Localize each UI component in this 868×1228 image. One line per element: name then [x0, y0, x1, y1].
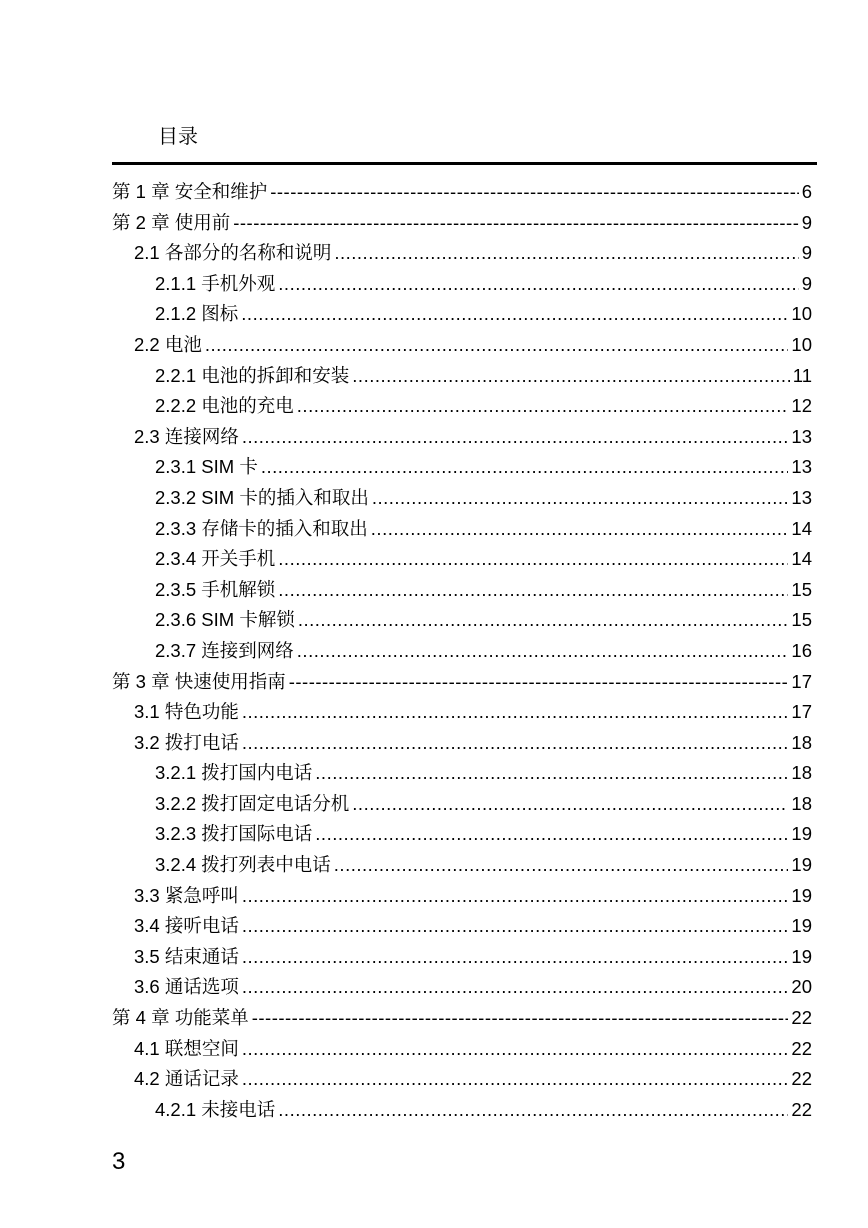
- toc-leader: [372, 487, 789, 509]
- toc-entry-page: 9: [801, 211, 812, 233]
- toc-leader: [242, 915, 789, 937]
- toc-entry[interactable]: [112, 270, 812, 301]
- toc-entry-page: 22: [791, 1098, 812, 1120]
- toc-entry-label: 2.1.1 手机外观: [155, 272, 276, 294]
- toc-leader: [278, 548, 788, 570]
- toc-leader: [241, 303, 788, 325]
- toc-leader: [278, 273, 798, 295]
- toc-entry-page: 19: [791, 823, 812, 845]
- toc-entry[interactable]: [112, 668, 812, 699]
- toc-leader: [315, 762, 788, 784]
- toc-leader: [242, 976, 789, 998]
- toc-entry-page: 20: [791, 976, 812, 998]
- toc-leader: [278, 579, 788, 601]
- toc-entry[interactable]: [112, 331, 812, 362]
- toc-entry-page: 16: [791, 639, 812, 661]
- toc-leader: [334, 854, 789, 876]
- toc-entry[interactable]: [112, 576, 812, 607]
- toc-entry[interactable]: [112, 362, 812, 393]
- toc-leader: [315, 823, 788, 845]
- toc-entry-label: 3.6 通话选项: [134, 976, 239, 998]
- toc-entry-page: 13: [791, 425, 812, 447]
- toc-leader: [352, 793, 788, 815]
- toc-entry-page: 18: [791, 762, 812, 784]
- toc-leader: [270, 181, 798, 203]
- toc-entry-page: 9: [801, 242, 812, 264]
- toc-entry-label: 3.1 特色功能: [134, 701, 239, 723]
- toc-entry-label: 第 2 章 使用前: [112, 211, 231, 233]
- toc-entry-page: 15: [791, 578, 812, 600]
- toc-leader: [242, 1068, 789, 1090]
- toc-leader: [242, 426, 789, 448]
- toc-entry[interactable]: [112, 392, 812, 423]
- toc-entry[interactable]: [112, 1035, 812, 1066]
- toc-entry[interactable]: [112, 178, 812, 209]
- toc-entry-label: 3.4 接听电话: [134, 915, 239, 937]
- toc-entry-label: 4.1 联想空间: [134, 1037, 239, 1059]
- toc-entry-page: 10: [791, 303, 812, 325]
- toc-entry-page: 17: [791, 701, 812, 723]
- toc-entry-page: 17: [791, 670, 812, 692]
- toc-leader: [289, 671, 789, 693]
- toc-leader: [233, 212, 798, 234]
- toc-entry-page: 11: [792, 364, 812, 386]
- toc-entry-label: 第 1 章 安全和维护: [112, 181, 268, 202]
- toc-entry-label: 2.3.6 SIM 卡解锁: [155, 609, 295, 631]
- toc-entry-page: 22: [791, 1037, 812, 1059]
- toc-entry[interactable]: [112, 882, 812, 913]
- toc-leader: [242, 732, 789, 754]
- page-number: 3: [112, 1148, 126, 1175]
- toc-entry-label: 4.2.1 未接电话: [155, 1098, 276, 1120]
- toc-leader: [261, 456, 789, 478]
- toc-entry[interactable]: [112, 637, 812, 668]
- toc-entry-page: 9: [801, 272, 812, 294]
- toc-leader: [242, 885, 789, 907]
- toc-entry-label: 2.2.2 电池的充电: [155, 395, 294, 417]
- toc-entry[interactable]: [112, 912, 812, 943]
- toc-entry-label: 2.3.5 手机解锁: [155, 578, 276, 600]
- toc-leader: [352, 365, 789, 387]
- title-divider: [112, 162, 817, 165]
- toc-leader: [242, 1038, 789, 1060]
- toc-entry[interactable]: [112, 1096, 812, 1127]
- toc-entry-page: 19: [791, 945, 812, 967]
- toc-entry-page: 19: [791, 915, 812, 937]
- toc-entry-label: 2.3.2 SIM 卡的插入和取出: [155, 486, 369, 508]
- toc-entry-label: 3.2.2 拨打固定电话分机: [155, 792, 350, 814]
- toc-entry-page: 18: [791, 792, 812, 814]
- toc-entry[interactable]: [112, 1065, 812, 1096]
- toc-entry-label: 3.2 拨打电话: [134, 731, 239, 753]
- toc-entry[interactable]: [112, 1004, 812, 1035]
- toc-entry-page: 15: [791, 609, 812, 631]
- toc-entry-page: 18: [791, 731, 812, 753]
- toc-entry[interactable]: [112, 759, 812, 790]
- toc-entry-label: 3.5 结束通话: [134, 945, 239, 967]
- toc-entry-label: 第 3 章 快速使用指南: [112, 670, 286, 692]
- toc-entry-page: 22: [791, 1007, 812, 1029]
- toc-leader: [297, 640, 789, 662]
- toc-entry-label: 2.2.1 电池的拆卸和安装: [155, 364, 350, 386]
- toc-entry-page: 19: [791, 884, 812, 906]
- toc-leader: [205, 334, 789, 356]
- toc-leader: [297, 395, 789, 417]
- toc-entry-label: 第 4 章 功能菜单: [112, 1007, 249, 1029]
- toc-entry-page: 6: [801, 181, 812, 202]
- toc-leader: [298, 609, 789, 631]
- toc-leader: [242, 946, 789, 968]
- toc-entry[interactable]: [112, 423, 812, 454]
- toc-list: [112, 178, 812, 1126]
- toc-leader: [334, 242, 798, 264]
- toc-entry-label: 2.1 各部分的名称和说明: [134, 242, 332, 264]
- toc-entry[interactable]: [112, 729, 812, 760]
- toc-entry-page: 10: [791, 333, 812, 355]
- toc-entry[interactable]: [112, 239, 812, 270]
- toc-leader: [252, 1007, 789, 1029]
- toc-entry[interactable]: [112, 943, 812, 974]
- toc-entry[interactable]: [112, 515, 812, 546]
- toc-entry-label: 3.2.3 拨打国际电话: [155, 823, 313, 845]
- toc-entry-label: 3.2.4 拨打列表中电话: [155, 854, 331, 876]
- toc-entry[interactable]: [112, 300, 812, 331]
- toc-entry-page: 22: [791, 1068, 812, 1090]
- toc-entry[interactable]: [112, 698, 812, 729]
- toc-entry-page: 13: [791, 456, 812, 478]
- toc-entry[interactable]: [112, 851, 812, 882]
- toc-entry[interactable]: [112, 606, 812, 637]
- toc-leader: [242, 701, 789, 723]
- toc-entry[interactable]: [112, 209, 812, 240]
- toc-entry[interactable]: [112, 453, 812, 484]
- toc-entry-label: 2.3.3 存储卡的插入和取出: [155, 517, 368, 539]
- toc-leader: [278, 1099, 788, 1121]
- toc-entry-label: 2.3.1 SIM 卡: [155, 456, 258, 478]
- toc-entry-label: 2.3.7 连接到网络: [155, 639, 294, 661]
- toc-entry-label: 3.2.1 拨打国内电话: [155, 762, 313, 784]
- toc-title: 目录: [158, 126, 198, 148]
- toc-entry-page: 14: [791, 548, 812, 570]
- toc-leader: [371, 518, 789, 540]
- toc-entry[interactable]: [112, 545, 812, 576]
- toc-entry-label: 4.2 通话记录: [134, 1068, 239, 1090]
- toc-entry-label: 2.3.4 开关手机: [155, 548, 276, 570]
- toc-entry[interactable]: [112, 484, 812, 515]
- toc-entry-label: 3.3 紧急呼叫: [134, 884, 239, 906]
- toc-entry-label: 2.2 电池: [134, 333, 202, 355]
- toc-entry-label: 2.1.2 图标: [155, 303, 239, 325]
- toc-entry[interactable]: [112, 973, 812, 1004]
- toc-entry-page: 14: [791, 517, 812, 539]
- toc-entry-page: 12: [791, 395, 812, 417]
- toc-entry-label: 2.3 连接网络: [134, 425, 239, 447]
- toc-entry-page: 13: [791, 486, 812, 508]
- toc-entry-page: 19: [791, 854, 812, 876]
- toc-entry[interactable]: [112, 790, 812, 821]
- toc-entry[interactable]: [112, 820, 812, 851]
